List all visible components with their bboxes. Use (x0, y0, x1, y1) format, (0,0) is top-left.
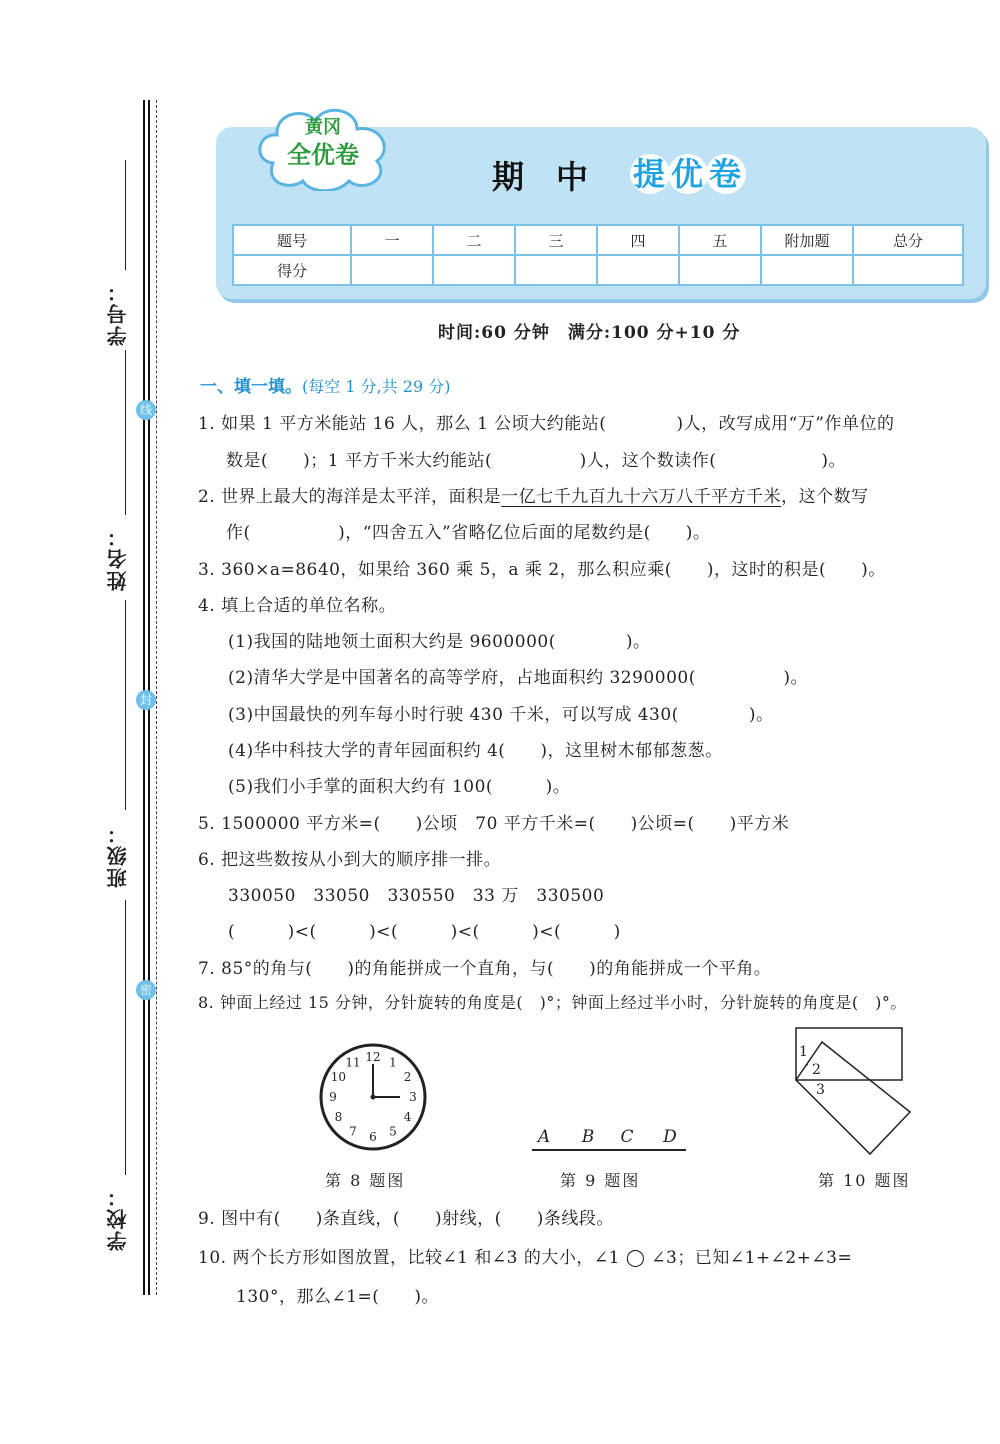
clock-figure (318, 1042, 428, 1152)
line-point-label: C (620, 1127, 634, 1147)
angle-label: 1 (799, 1044, 808, 1060)
binding-dashed-line (156, 100, 157, 1295)
question-4: 4. 填上合适的单位名称。 (198, 596, 397, 616)
question-8: 8. 钟面上经过 15 分钟，分针旋转的角度是( )°；钟面上经过半小时，分针旋转的角度是( )°。 (198, 993, 907, 1012)
question-9: 9. 图中有( )条直线，( )射线，( )条线段。 (198, 1209, 614, 1229)
clock-numeral: 7 (349, 1124, 357, 1139)
score-input-cell[interactable] (433, 255, 515, 285)
logo-line1: 黄冈 (305, 117, 341, 138)
class-label: 班级： (106, 822, 130, 888)
line-figure (530, 1118, 690, 1158)
question-10-line-1: 10. 两个长方形如图放置，比较∠1 和∠3 的大小，∠1 ◯ ∠3；已知∠1+∠2+∠3= (198, 1248, 853, 1268)
question-2-text-end: ，这个数写 (781, 487, 869, 507)
question-3: 3. 360×a=8640，如果给 360 乘 5，a 乘 2，那么积应乘( )，这时的积是( )。 (198, 560, 886, 580)
score-cell: 题号 (233, 225, 351, 255)
page-title: 期中 (492, 158, 621, 196)
clock-numeral: 6 (369, 1130, 377, 1144)
section-title: 一、填一填。 (200, 377, 302, 397)
class-blank[interactable] (125, 600, 126, 810)
score-input-cell[interactable] (761, 255, 853, 285)
clock-numeral: 10 (330, 1070, 347, 1084)
score-cell: 三 (515, 225, 597, 255)
question-6-blanks: ( )<( )<( )<( )<( ) (228, 922, 621, 942)
question-4-4: (4)华中科技大学的青年园面积约 4( )，这里树木郁郁葱葱。 (228, 741, 723, 761)
score-cell: 二 (433, 225, 515, 255)
clock-numeral: 2 (403, 1070, 412, 1084)
clock-numeral: 12 (365, 1050, 381, 1064)
question-4-1: (1)我国的陆地领土面积大约是 9600000( )。 (228, 632, 651, 652)
question-2-line-2: 作( )，“四舍五入”省略亿位后面的尾数约是( )。 (226, 523, 711, 543)
question-5: 5. 1500000 平方米=( )公顷 70 平方千米=( )公顷=( )平方米 (198, 814, 790, 834)
score-cell: 附加题 (761, 225, 853, 255)
score-row-label: 得分 (233, 255, 351, 285)
question-2-underlined: 一亿七千九百九十六万八千平方千米 (501, 487, 782, 507)
seal-line: 线 (136, 400, 156, 420)
rectangle-2 (796, 1042, 910, 1154)
name-label: 姓名： (106, 525, 130, 591)
score-input-cell[interactable] (853, 255, 963, 285)
title-tag-char: 提 (630, 154, 670, 194)
title-tag-char: 卷 (706, 154, 746, 194)
student-id-label: 学号： (106, 280, 130, 346)
name-blank[interactable] (125, 350, 126, 515)
question-4-5: (5)我们小手掌的面积大约有 100( )。 (228, 777, 571, 797)
clock-numeral: 3 (409, 1090, 417, 1104)
question-6: 6. 把这些数按从小到大的顺序排一排。 (198, 850, 502, 870)
score-cell: 四 (597, 225, 679, 255)
line-point-label: D (663, 1127, 677, 1147)
section-heading (200, 372, 450, 397)
score-input-cell[interactable] (679, 255, 761, 285)
rectangles-figure (790, 1024, 915, 1159)
brand-logo (253, 103, 395, 191)
score-table-score-row (233, 255, 963, 285)
question-2-line-1 (198, 482, 869, 507)
clock-numeral: 11 (345, 1055, 361, 1070)
figure-10-caption: 第 10 题图 (818, 1171, 911, 1190)
logo-line2: 全优卷 (287, 141, 359, 169)
title-tag (630, 154, 744, 194)
seal-seal: 封 (136, 690, 156, 710)
clock-center (371, 1095, 376, 1100)
seal-secret: 密 (136, 980, 156, 1000)
clock-numeral: 9 (329, 1090, 337, 1104)
question-7: 7. 85°的角与( )的角能拼成一个直角，与( )的角能拼成一个平角。 (198, 959, 772, 979)
question-1-line-1: 1. 如果 1 平方米能站 16 人，那么 1 公顷大约能站( )人，改写成用“万”作单位的 (198, 414, 895, 434)
clock-numeral: 4 (403, 1110, 412, 1124)
question-1-line-2: 数是( )；1 平方千米大约能站( )人，这个数读作( )。 (226, 451, 847, 471)
score-input-cell[interactable] (515, 255, 597, 285)
score-cell: 总分 (853, 225, 963, 255)
question-6-numbers: 330050 33050 330550 33 万 330500 (228, 886, 605, 906)
score-input-cell[interactable] (597, 255, 679, 285)
student-id-blank[interactable] (125, 160, 126, 270)
clock-numeral: 8 (334, 1110, 343, 1124)
school-blank[interactable] (125, 900, 126, 1175)
clock-numeral: 1 (389, 1055, 397, 1070)
line-point-label: B (581, 1127, 595, 1147)
exam-info: 时间:60 分钟 满分:100 分+10 分 (438, 323, 741, 343)
score-cell: 一 (351, 225, 433, 255)
score-cell: 五 (679, 225, 761, 255)
angle-label: 3 (816, 1082, 825, 1098)
clock-numeral: 5 (389, 1124, 397, 1139)
question-10-line-2: 130°，那么∠1=( )。 (236, 1287, 440, 1307)
angle-label: 2 (812, 1062, 821, 1078)
title-tag-char: 优 (668, 154, 708, 194)
question-4-3: (3)中国最快的列车每小时行驶 430 千米，可以写成 430( )。 (228, 705, 774, 725)
figure-8-caption: 第 8 题图 (325, 1171, 406, 1190)
section-note: (每空 1 分,共 29 分) (302, 377, 451, 396)
score-table (232, 224, 964, 286)
school-label: 学校： (106, 1185, 130, 1251)
question-2-text: 2. 世界上最大的海洋是太平洋，面积是 (198, 487, 502, 507)
line-point-label: A (537, 1127, 551, 1147)
figure-9-caption: 第 9 题图 (560, 1171, 641, 1190)
score-table-header-row (233, 225, 963, 255)
question-4-2: (2)清华大学是中国著名的高等学府，占地面积约 3290000( )。 (228, 668, 808, 688)
score-input-cell[interactable] (351, 255, 433, 285)
